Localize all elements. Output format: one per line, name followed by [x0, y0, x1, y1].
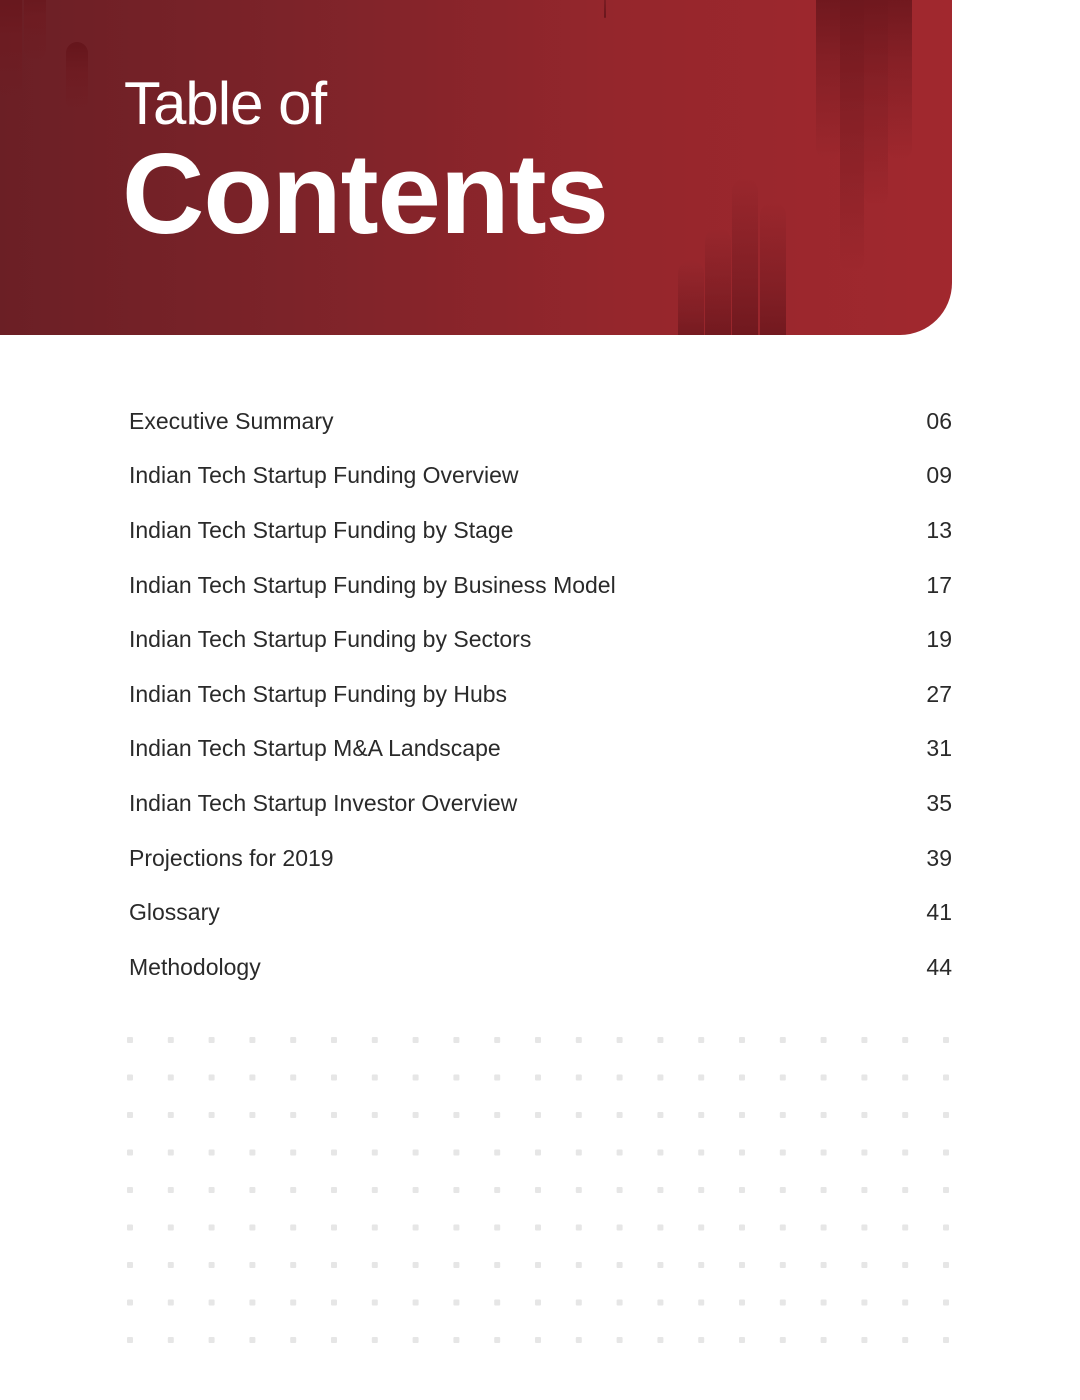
grid-dot — [821, 1037, 827, 1043]
toc-entry-title: Indian Tech Startup Funding Overview — [129, 462, 519, 489]
grid-dot — [535, 1150, 541, 1156]
grid-dot — [943, 1337, 949, 1343]
grid-dot — [698, 1075, 704, 1081]
toc-entry-title: Indian Tech Startup Investor Overview — [129, 789, 518, 816]
grid-dot — [249, 1112, 255, 1118]
grid-dot — [494, 1150, 500, 1156]
grid-dot — [821, 1337, 827, 1343]
grid-dot — [494, 1262, 500, 1268]
grid-dot — [576, 1337, 582, 1343]
grid-dot — [453, 1187, 459, 1193]
grid-dot — [494, 1300, 500, 1306]
grid-dot — [453, 1150, 459, 1156]
grid-dot — [209, 1187, 215, 1193]
decor-bar — [24, 0, 46, 60]
grid-dot — [861, 1300, 867, 1306]
grid-dot — [413, 1300, 419, 1306]
grid-dot — [739, 1075, 745, 1081]
grid-dot — [127, 1225, 133, 1231]
toc-entry[interactable] — [129, 612, 952, 667]
grid-dot — [168, 1112, 174, 1118]
grid-dot — [576, 1075, 582, 1081]
grid-dot — [494, 1112, 500, 1118]
grid-dot — [453, 1337, 459, 1343]
grid-dot — [331, 1187, 337, 1193]
toc-entry[interactable] — [129, 776, 952, 831]
grid-dot — [494, 1187, 500, 1193]
grid-dot — [290, 1262, 296, 1268]
grid-dot — [576, 1150, 582, 1156]
grid-dot — [902, 1300, 908, 1306]
grid-dot — [739, 1150, 745, 1156]
grid-dot — [209, 1150, 215, 1156]
grid-dot — [902, 1112, 908, 1118]
decor-bar — [760, 202, 786, 335]
grid-dot — [780, 1300, 786, 1306]
grid-dot — [902, 1262, 908, 1268]
toc-entry-page: 31 — [926, 735, 952, 762]
grid-dot — [943, 1037, 949, 1043]
grid-dot — [902, 1037, 908, 1043]
toc-entry[interactable] — [129, 940, 952, 995]
grid-dot — [657, 1225, 663, 1231]
grid-dot — [168, 1225, 174, 1231]
grid-dot — [535, 1300, 541, 1306]
grid-dot — [127, 1150, 133, 1156]
grid-dot — [453, 1225, 459, 1231]
grid-dot — [739, 1187, 745, 1193]
grid-dot — [943, 1150, 949, 1156]
grid-dot — [372, 1337, 378, 1343]
grid-dot — [535, 1262, 541, 1268]
grid-dot — [943, 1187, 949, 1193]
grid-dot — [943, 1300, 949, 1306]
toc-entry-page: 35 — [926, 789, 952, 816]
grid-dot — [698, 1300, 704, 1306]
grid-dot — [494, 1225, 500, 1231]
grid-dot — [209, 1037, 215, 1043]
grid-dot — [331, 1112, 337, 1118]
decor-bar — [840, 0, 864, 272]
grid-dot — [698, 1262, 704, 1268]
grid-dot — [657, 1037, 663, 1043]
grid-dot — [127, 1337, 133, 1343]
grid-dot — [413, 1187, 419, 1193]
grid-dot — [902, 1187, 908, 1193]
grid-dot — [209, 1075, 215, 1081]
grid-dot — [413, 1150, 419, 1156]
grid-dot — [698, 1225, 704, 1231]
grid-dot — [821, 1075, 827, 1081]
grid-dot — [943, 1225, 949, 1231]
grid-dot — [127, 1112, 133, 1118]
toc-entry-title: Glossary — [129, 899, 220, 926]
grid-dot — [168, 1037, 174, 1043]
grid-dot — [617, 1187, 623, 1193]
grid-dot — [698, 1112, 704, 1118]
grid-dot — [535, 1075, 541, 1081]
toc-entry[interactable] — [129, 394, 952, 449]
grid-dot — [168, 1337, 174, 1343]
decor-bar — [705, 228, 731, 335]
grid-dot — [780, 1150, 786, 1156]
toc-entry[interactable] — [129, 449, 952, 504]
grid-dot — [290, 1112, 296, 1118]
grid-dot — [861, 1337, 867, 1343]
grid-dot — [861, 1075, 867, 1081]
grid-dot — [127, 1262, 133, 1268]
toc-entry-page: 13 — [926, 516, 952, 543]
toc-entry-title: Projections for 2019 — [129, 844, 334, 871]
grid-dot — [780, 1075, 786, 1081]
grid-dot — [209, 1337, 215, 1343]
grid-dot — [657, 1300, 663, 1306]
grid-dot — [739, 1300, 745, 1306]
grid-dot — [249, 1037, 255, 1043]
grid-dot — [372, 1037, 378, 1043]
grid-dot — [739, 1225, 745, 1231]
toc-entry-title: Indian Tech Startup Funding by Stage — [129, 516, 514, 543]
toc-entry[interactable] — [129, 558, 952, 613]
grid-dot — [249, 1225, 255, 1231]
grid-dot — [453, 1300, 459, 1306]
grid-dot — [943, 1075, 949, 1081]
grid-dot — [413, 1337, 419, 1343]
grid-dot — [127, 1037, 133, 1043]
grid-dot — [821, 1112, 827, 1118]
toc-entry-title: Indian Tech Startup Funding by Sectors — [129, 626, 532, 653]
grid-dot — [821, 1225, 827, 1231]
grid-dot — [535, 1187, 541, 1193]
grid-dot — [576, 1187, 582, 1193]
grid-dot — [617, 1262, 623, 1268]
grid-dot — [249, 1075, 255, 1081]
grid-dot — [535, 1225, 541, 1231]
grid-dot — [331, 1225, 337, 1231]
grid-dot — [249, 1262, 255, 1268]
grid-dot — [739, 1262, 745, 1268]
grid-dot — [290, 1225, 296, 1231]
grid-dot — [209, 1300, 215, 1306]
grid-dot — [127, 1300, 133, 1306]
grid-dot — [698, 1150, 704, 1156]
toc-entry-page: 44 — [926, 953, 952, 980]
grid-dot — [861, 1037, 867, 1043]
grid-dot — [372, 1262, 378, 1268]
toc-entry-page: 27 — [926, 680, 952, 707]
grid-dot — [290, 1337, 296, 1343]
grid-dot — [413, 1262, 419, 1268]
grid-dot — [657, 1112, 663, 1118]
decor-bar — [66, 42, 88, 112]
grid-dot — [698, 1187, 704, 1193]
grid-dot — [861, 1187, 867, 1193]
grid-dot — [331, 1337, 337, 1343]
grid-dot — [617, 1037, 623, 1043]
grid-dot — [331, 1150, 337, 1156]
grid-dot — [657, 1075, 663, 1081]
grid-dot — [453, 1037, 459, 1043]
grid-dot — [453, 1262, 459, 1268]
grid-dot — [290, 1037, 296, 1043]
grid-dot — [902, 1075, 908, 1081]
grid-dot — [494, 1075, 500, 1081]
toc-entry-page: 19 — [926, 626, 952, 653]
toc-entry[interactable] — [129, 722, 952, 777]
grid-dot — [168, 1075, 174, 1081]
grid-dot — [780, 1225, 786, 1231]
toc-entry-page: 39 — [926, 844, 952, 871]
grid-dot — [453, 1112, 459, 1118]
grid-dot — [168, 1150, 174, 1156]
grid-dot — [617, 1112, 623, 1118]
grid-dot — [902, 1337, 908, 1343]
grid-dot — [576, 1300, 582, 1306]
grid-dot — [372, 1300, 378, 1306]
toc-entry-page: 09 — [926, 462, 952, 489]
toc-entry-title: Indian Tech Startup Funding by Hubs — [129, 680, 508, 707]
grid-dot — [780, 1187, 786, 1193]
grid-dot — [739, 1037, 745, 1043]
grid-dot — [290, 1075, 296, 1081]
grid-dot — [821, 1187, 827, 1193]
grid-dot — [168, 1300, 174, 1306]
toc-entry[interactable] — [129, 831, 952, 886]
grid-dot — [902, 1150, 908, 1156]
grid-dot — [861, 1150, 867, 1156]
grid-dot — [331, 1262, 337, 1268]
grid-dot — [413, 1112, 419, 1118]
toc-entry-page: 17 — [926, 571, 952, 598]
grid-dot — [168, 1262, 174, 1268]
table-of-contents — [129, 394, 952, 995]
grid-dot — [372, 1187, 378, 1193]
toc-entry-title: Methodology — [129, 953, 261, 980]
decor-bar — [732, 178, 758, 335]
grid-dot — [698, 1337, 704, 1343]
grid-dot — [861, 1112, 867, 1118]
grid-dot — [821, 1262, 827, 1268]
grid-dot — [657, 1187, 663, 1193]
grid-dot — [576, 1037, 582, 1043]
decor-bar — [678, 260, 704, 335]
grid-dot — [249, 1300, 255, 1306]
grid-dot — [127, 1075, 133, 1081]
grid-dot — [780, 1337, 786, 1343]
grid-dot — [535, 1037, 541, 1043]
grid-dot — [372, 1225, 378, 1231]
grid-dot — [209, 1225, 215, 1231]
grid-dot — [821, 1150, 827, 1156]
toc-entry[interactable] — [129, 885, 952, 940]
grid-dot — [331, 1300, 337, 1306]
grid-dot — [372, 1075, 378, 1081]
toc-entry-page: 41 — [926, 899, 952, 926]
grid-dot — [453, 1075, 459, 1081]
grid-dot — [494, 1337, 500, 1343]
grid-dot — [617, 1300, 623, 1306]
grid-dot — [290, 1187, 296, 1193]
grid-dot — [290, 1150, 296, 1156]
grid-dot — [413, 1075, 419, 1081]
decorative-dot-grid — [126, 1036, 956, 1348]
toc-entry-title: Indian Tech Startup M&A Landscape — [129, 735, 501, 762]
grid-dot — [657, 1337, 663, 1343]
grid-dot — [290, 1300, 296, 1306]
grid-dot — [780, 1262, 786, 1268]
grid-dot — [168, 1187, 174, 1193]
grid-dot — [576, 1225, 582, 1231]
grid-dot — [821, 1300, 827, 1306]
grid-dot — [943, 1112, 949, 1118]
toc-entry[interactable] — [129, 503, 952, 558]
decor-bar — [864, 0, 888, 206]
grid-dot — [331, 1037, 337, 1043]
grid-dot — [780, 1037, 786, 1043]
grid-dot — [372, 1150, 378, 1156]
grid-dot — [331, 1075, 337, 1081]
grid-dot — [535, 1337, 541, 1343]
toc-entry-title: Executive Summary — [129, 407, 334, 434]
title-line-contents: Contents — [122, 131, 608, 258]
grid-dot — [617, 1225, 623, 1231]
grid-dot — [617, 1337, 623, 1343]
grid-dot — [249, 1337, 255, 1343]
decor-bar — [604, 0, 606, 18]
grid-dot — [372, 1112, 378, 1118]
grid-dot — [657, 1262, 663, 1268]
toc-entry-title: Indian Tech Startup Funding by Business Model — [129, 571, 616, 598]
grid-dot — [494, 1037, 500, 1043]
grid-dot — [780, 1112, 786, 1118]
title-line-table-of: Table of — [124, 70, 327, 137]
grid-dot — [535, 1112, 541, 1118]
grid-dot — [576, 1262, 582, 1268]
grid-dot — [861, 1225, 867, 1231]
grid-dot — [739, 1112, 745, 1118]
grid-dot — [902, 1225, 908, 1231]
grid-dot — [127, 1187, 133, 1193]
grid-dot — [209, 1262, 215, 1268]
grid-dot — [698, 1037, 704, 1043]
grid-dot — [413, 1037, 419, 1043]
grid-dot — [249, 1150, 255, 1156]
grid-dot — [209, 1112, 215, 1118]
grid-dot — [249, 1187, 255, 1193]
grid-dot — [657, 1150, 663, 1156]
toc-entry[interactable] — [129, 667, 952, 722]
grid-dot — [617, 1075, 623, 1081]
grid-dot — [576, 1112, 582, 1118]
grid-dot — [943, 1262, 949, 1268]
decor-bar — [888, 0, 912, 160]
toc-entry-page: 06 — [926, 407, 952, 434]
grid-dot — [861, 1262, 867, 1268]
grid-dot — [413, 1225, 419, 1231]
decor-bar — [0, 0, 22, 100]
grid-dot — [617, 1150, 623, 1156]
decor-bar — [816, 0, 840, 160]
grid-dot — [739, 1337, 745, 1343]
